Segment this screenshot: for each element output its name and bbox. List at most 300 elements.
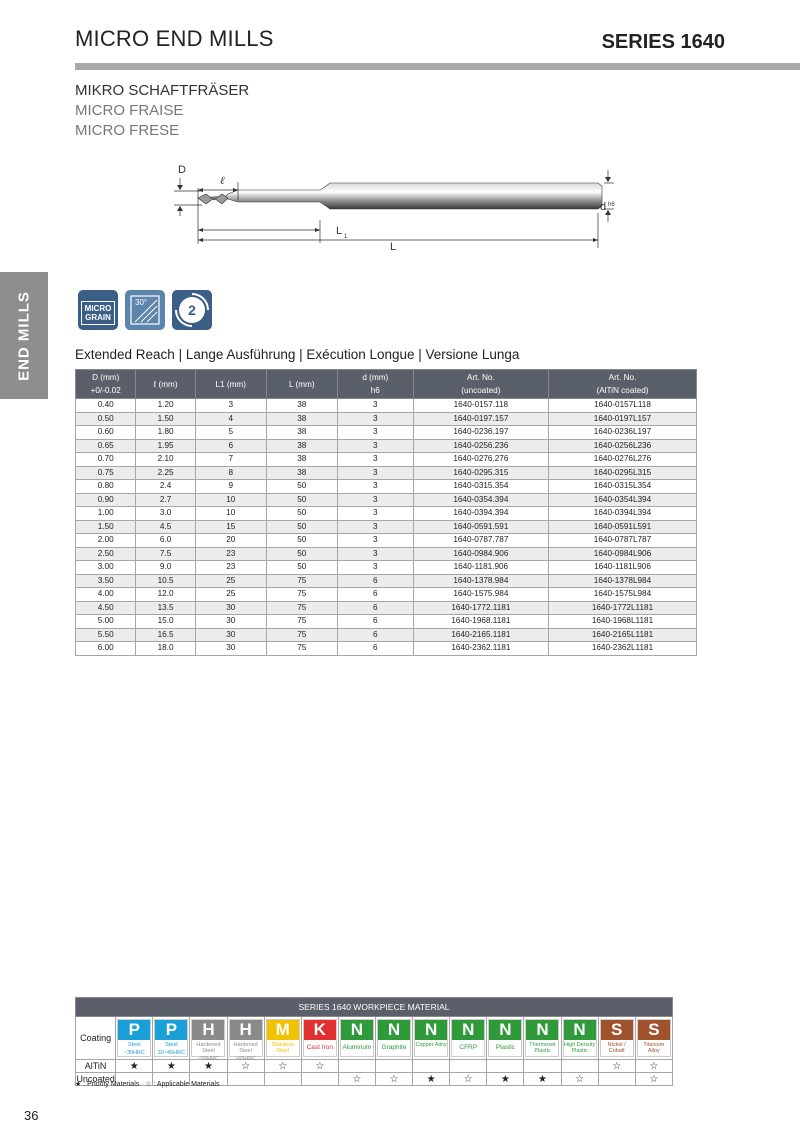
table-cell: 18.0 — [136, 642, 195, 656]
applicable-star-icon: ☆ — [227, 1060, 264, 1073]
priority-star-icon: ★ — [524, 1073, 561, 1086]
table-cell: 1640-1575L984 — [548, 588, 696, 602]
table-cell: 0.75 — [76, 466, 136, 480]
table-cell: 0.70 — [76, 453, 136, 467]
rating-cell — [264, 1073, 301, 1086]
material-cell — [338, 1017, 375, 1060]
column-header-line2: +0/-0.02 — [90, 386, 121, 395]
table-cell: 1640-0787.787 — [413, 534, 548, 548]
page-header-title: MICRO END MILLS — [75, 26, 274, 51]
coating-label: Coating — [76, 1017, 116, 1060]
material-name: Steel — [165, 1042, 178, 1048]
table-cell: 30 — [195, 615, 266, 629]
table-cell: 6.0 — [136, 534, 195, 548]
material-name: Steel — [127, 1042, 141, 1048]
table-cell: 75 — [266, 574, 337, 588]
specs-header-row — [76, 370, 697, 399]
table-cell: 6 — [337, 574, 413, 588]
applicable-star-icon: ☆ — [375, 1073, 412, 1086]
helix-angle-icon — [125, 290, 165, 330]
table-cell: 4.5 — [136, 520, 195, 534]
table-cell: 1640-0276.276 — [413, 453, 548, 467]
table-row — [76, 628, 697, 642]
table-cell: 4 — [195, 412, 266, 426]
column-header — [76, 370, 136, 399]
table-cell: 75 — [266, 642, 337, 656]
rating-cell — [413, 1060, 450, 1073]
material-letter: N — [378, 1020, 410, 1040]
table-cell: 6 — [337, 588, 413, 602]
table-cell: 3 — [337, 534, 413, 548]
table-cell: 2.00 — [76, 534, 136, 548]
table-cell: 1640-0256.236 — [413, 439, 548, 453]
table-cell: 6.00 — [76, 642, 136, 656]
material-name: Titanium Alloy — [643, 1042, 665, 1054]
applicable-star-icon: ☆ — [561, 1073, 598, 1086]
series-label: SERIES 1640 — [601, 31, 725, 53]
table-cell: 15 — [195, 520, 266, 534]
table-cell: 3 — [337, 493, 413, 507]
table-row — [76, 507, 697, 521]
table-cell: 3 — [337, 453, 413, 467]
material-name: Thermoset Plastic — [529, 1042, 556, 1054]
table-cell: 2.4 — [136, 480, 195, 494]
table-cell: 1640-0295L315 — [548, 466, 696, 480]
table-cell: 0.80 — [76, 480, 136, 494]
table-cell: 3 — [337, 561, 413, 575]
material-cell — [375, 1017, 412, 1060]
material-badge — [488, 1019, 522, 1057]
priority-star-icon: ★ — [75, 1081, 82, 1088]
micro-grain-label: MICRO GRAIN — [81, 301, 115, 325]
material-cell — [598, 1017, 635, 1060]
rating-row-label: AlTiN — [76, 1060, 116, 1073]
table-row — [76, 547, 697, 561]
subtitle-italian: MICRO FRESE — [75, 122, 180, 139]
material-badge — [451, 1019, 485, 1057]
material-letter: N — [452, 1020, 484, 1040]
table-cell: 1640-0984.906 — [413, 547, 548, 561]
label-L: L — [390, 241, 397, 253]
table-cell: 1640-0984L906 — [548, 547, 696, 561]
table-row — [76, 439, 697, 453]
table-cell: 1640-0295.315 — [413, 466, 548, 480]
material-name: Plastic — [495, 1044, 515, 1051]
material-badge — [303, 1019, 337, 1057]
table-cell: 1640-0591L591 — [548, 520, 696, 534]
material-cell — [227, 1017, 264, 1060]
table-row — [76, 601, 697, 615]
material-badge — [377, 1019, 411, 1057]
column-header — [195, 370, 266, 399]
rating-cell — [561, 1060, 598, 1073]
table-cell: 1640-0354.394 — [413, 493, 548, 507]
column-header-line1: ℓ (mm) — [153, 379, 178, 389]
table-cell: 1640-0394L394 — [548, 507, 696, 521]
table-cell: 3.00 — [76, 561, 136, 575]
material-badge — [637, 1019, 671, 1057]
subtitles — [75, 81, 249, 141]
flute-count-icon — [172, 290, 212, 330]
table-cell: 3 — [337, 399, 413, 413]
table-cell: 1.80 — [136, 426, 195, 440]
table-cell: 50 — [266, 507, 337, 521]
table-cell: 10 — [195, 507, 266, 521]
page-number: 36 — [24, 1108, 39, 1123]
table-cell: 3 — [337, 547, 413, 561]
table-cell: 23 — [195, 561, 266, 575]
table-cell: 3 — [337, 466, 413, 480]
priority-star-icon: ★ — [116, 1060, 153, 1073]
table-cell: 1640-0236L197 — [548, 426, 696, 440]
table-cell: 6 — [337, 615, 413, 629]
table-cell: 2.7 — [136, 493, 195, 507]
table-cell: 0.40 — [76, 399, 136, 413]
column-header-line2: h6 — [370, 386, 380, 395]
material-badge — [563, 1019, 597, 1057]
table-row — [76, 412, 697, 426]
table-cell: 1640-0236.197 — [413, 426, 548, 440]
table-cell: 2.10 — [136, 453, 195, 467]
table-cell: 1640-2362L1181 — [548, 642, 696, 656]
column-header-line1: Art. No. — [608, 373, 637, 382]
material-condition: 30~45HRC — [157, 1050, 186, 1056]
specs-table-body — [76, 399, 697, 656]
table-cell: 1640-1968L1181 — [548, 615, 696, 629]
table-cell: 1640-1378L984 — [548, 574, 696, 588]
material-condition: ~30HRC — [123, 1050, 145, 1056]
material-cell — [450, 1017, 487, 1060]
material-cell — [190, 1017, 227, 1060]
rating-cell — [301, 1073, 338, 1086]
table-row — [76, 520, 697, 534]
rating-cell — [487, 1060, 524, 1073]
table-row — [76, 534, 697, 548]
table-cell: 38 — [266, 466, 337, 480]
table-cell: 3 — [195, 399, 266, 413]
applicable-star-icon: ☆ — [450, 1073, 487, 1086]
column-header — [413, 370, 548, 399]
section-title: Extended Reach | Lange Ausführung | Exécution Longue | Versione Lunga — [75, 347, 520, 362]
table-cell: 50 — [266, 547, 337, 561]
material-name: Stainless Steel — [271, 1042, 294, 1054]
specs-table — [75, 369, 697, 656]
table-cell: 38 — [266, 412, 337, 426]
table-row — [76, 399, 697, 413]
table-cell: 4.50 — [76, 601, 136, 615]
material-badge — [600, 1019, 634, 1057]
column-header-line2: (AlTiN coated) — [596, 386, 649, 395]
material-name: Aluminum — [342, 1044, 372, 1051]
table-row — [76, 561, 697, 575]
material-name: Graphite — [381, 1044, 407, 1051]
column-header-line1: Art. No. — [466, 373, 495, 382]
material-icons-row — [76, 1017, 673, 1060]
table-cell: 23 — [195, 547, 266, 561]
table-cell: 1.50 — [76, 520, 136, 534]
table-cell: 1640-1575.984 — [413, 588, 548, 602]
table-cell: 1640-0256L236 — [548, 439, 696, 453]
label-d: d — [600, 201, 607, 213]
material-table-title: SERIES 1640 WORKPIECE MATERIAL — [76, 998, 673, 1017]
material-letter: S — [638, 1020, 670, 1040]
micro-grain-icon — [78, 290, 118, 330]
table-cell: 1640-0787L787 — [548, 534, 696, 548]
table-cell: 1640-2165.1181 — [413, 628, 548, 642]
table-cell: 5.00 — [76, 615, 136, 629]
table-cell: 50 — [266, 493, 337, 507]
material-letter: N — [415, 1020, 447, 1040]
table-cell: 1640-0394.394 — [413, 507, 548, 521]
priority-star-icon: ★ — [487, 1073, 524, 1086]
rating-cell — [524, 1060, 561, 1073]
material-condition: ~65HRC — [234, 1056, 257, 1062]
table-cell: 75 — [266, 615, 337, 629]
material-badge — [154, 1019, 188, 1057]
label-D: D — [178, 164, 186, 176]
material-badge — [266, 1019, 300, 1057]
table-cell: 38 — [266, 439, 337, 453]
header-rule — [75, 63, 800, 70]
material-letter: H — [192, 1020, 224, 1040]
material-letter: K — [304, 1020, 336, 1040]
table-cell: 13.5 — [136, 601, 195, 615]
table-cell: 9.0 — [136, 561, 195, 575]
material-condition: ~55HRC — [197, 1056, 220, 1062]
table-cell: 30 — [195, 642, 266, 656]
table-cell: 4.00 — [76, 588, 136, 602]
material-name: Cast Iron — [306, 1044, 333, 1051]
table-cell: 75 — [266, 601, 337, 615]
table-cell: 0.65 — [76, 439, 136, 453]
applicable-legend-text: : Applicable Materials — [153, 1081, 220, 1088]
end-mill-drawing — [168, 158, 628, 258]
material-letter: P — [155, 1020, 187, 1040]
table-cell: 1.95 — [136, 439, 195, 453]
table-row — [76, 426, 697, 440]
material-letter: N — [489, 1020, 521, 1040]
table-cell: 38 — [266, 399, 337, 413]
table-cell: 9 — [195, 480, 266, 494]
table-row — [76, 453, 697, 467]
table-cell: 2.50 — [76, 547, 136, 561]
applicable-star-icon: ☆ — [635, 1073, 672, 1086]
material-letter: N — [341, 1020, 373, 1040]
table-cell: 0.90 — [76, 493, 136, 507]
table-cell: 10 — [195, 493, 266, 507]
table-cell: 3 — [337, 520, 413, 534]
table-cell: 1640-0157L118 — [548, 399, 696, 413]
table-cell: 1640-2165L1181 — [548, 628, 696, 642]
legend — [75, 1080, 219, 1088]
column-header — [548, 370, 696, 399]
table-cell: 1640-1181L906 — [548, 561, 696, 575]
material-badge — [340, 1019, 374, 1057]
rating-cell — [598, 1073, 635, 1086]
material-name: Nickel / Cobalt — [607, 1042, 626, 1054]
priority-star-icon: ★ — [153, 1060, 190, 1073]
table-cell: 0.50 — [76, 412, 136, 426]
column-header-line2: (uncoated) — [461, 386, 501, 395]
table-cell: 50 — [266, 561, 337, 575]
material-name: Hardened Steel — [196, 1042, 221, 1054]
label-l: ℓ — [220, 175, 225, 187]
table-cell: 3 — [337, 507, 413, 521]
column-header-line1: D (mm) — [92, 373, 120, 382]
table-cell: 1640-0276L276 — [548, 453, 696, 467]
table-cell: 1640-0315.354 — [413, 480, 548, 494]
material-badge — [117, 1019, 151, 1057]
table-cell: 3 — [337, 480, 413, 494]
table-row — [76, 493, 697, 507]
table-row — [76, 642, 697, 656]
rating-cell — [338, 1060, 375, 1073]
column-header — [136, 370, 195, 399]
label-d-superscript: h6 — [608, 202, 615, 208]
applicable-star-icon: ☆ — [264, 1060, 301, 1073]
helix-angle-label: 30° — [135, 298, 148, 307]
material-cell — [153, 1017, 190, 1060]
material-cell — [301, 1017, 338, 1060]
table-cell: 16.5 — [136, 628, 195, 642]
table-cell: 2.25 — [136, 466, 195, 480]
table-cell: 1640-1772.1181 — [413, 601, 548, 615]
column-header-line1: d (mm) — [362, 373, 389, 382]
table-cell: 1640-0157.118 — [413, 399, 548, 413]
table-cell: 10.5 — [136, 574, 195, 588]
table-cell: 50 — [266, 480, 337, 494]
table-cell: 0.60 — [76, 426, 136, 440]
column-header — [266, 370, 337, 399]
column-header — [337, 370, 413, 399]
workpiece-material-table — [75, 997, 673, 1086]
table-row — [76, 615, 697, 629]
table-cell: 75 — [266, 588, 337, 602]
material-letter: H — [230, 1020, 262, 1040]
table-cell: 38 — [266, 453, 337, 467]
table-cell: 30 — [195, 628, 266, 642]
side-tab-label: END MILLS — [15, 290, 33, 381]
table-cell: 12.0 — [136, 588, 195, 602]
table-cell: 50 — [266, 520, 337, 534]
material-badge — [229, 1019, 263, 1062]
material-badge — [525, 1019, 559, 1057]
table-cell: 50 — [266, 534, 337, 548]
table-cell: 5.50 — [76, 628, 136, 642]
table-cell: 6 — [195, 439, 266, 453]
material-letter: S — [601, 1020, 633, 1040]
table-cell: 15.0 — [136, 615, 195, 629]
table-cell: 25 — [195, 588, 266, 602]
table-cell: 1640-2362.1181 — [413, 642, 548, 656]
priority-legend-text: : Priority Materials — [83, 1081, 140, 1088]
material-cell — [524, 1017, 561, 1060]
material-letter: N — [526, 1020, 558, 1040]
table-cell: 1.50 — [136, 412, 195, 426]
table-cell: 3 — [337, 439, 413, 453]
table-cell: 1640-1181.906 — [413, 561, 548, 575]
table-row — [76, 480, 697, 494]
table-cell: 3.50 — [76, 574, 136, 588]
material-badge — [191, 1019, 225, 1062]
side-tab — [0, 272, 48, 399]
table-cell: 38 — [266, 426, 337, 440]
table-cell: 1640-0197.157 — [413, 412, 548, 426]
table-cell: 1640-0315L354 — [548, 480, 696, 494]
table-cell: 6 — [337, 628, 413, 642]
rating-row-label: Uncoated — [76, 1073, 115, 1084]
priority-star-icon: ★ — [190, 1060, 227, 1073]
material-cell — [413, 1017, 450, 1060]
material-cell — [116, 1017, 153, 1060]
applicable-star-icon: ☆ — [635, 1060, 672, 1073]
applicable-star-icon: ☆ — [145, 1081, 152, 1088]
column-header-line1: L (mm) — [288, 379, 315, 389]
label-L1: L — [336, 225, 343, 237]
applicable-star-icon: ☆ — [338, 1073, 375, 1086]
table-cell: 30 — [195, 601, 266, 615]
column-header-line1: L1 (mm) — [215, 379, 246, 389]
table-row — [76, 588, 697, 602]
material-name: CFRP — [459, 1044, 478, 1051]
table-cell: 8 — [195, 466, 266, 480]
priority-star-icon: ★ — [413, 1073, 450, 1086]
applicable-star-icon: ☆ — [598, 1060, 635, 1073]
material-name: Hardened Steel — [233, 1042, 258, 1054]
rating-cell — [375, 1060, 412, 1073]
table-cell: 1.00 — [76, 507, 136, 521]
table-cell: 7 — [195, 453, 266, 467]
table-cell: 3 — [337, 412, 413, 426]
table-row — [76, 574, 697, 588]
table-cell: 25 — [195, 574, 266, 588]
material-name: High Density Plastic — [563, 1042, 596, 1054]
material-letter: N — [564, 1020, 596, 1040]
table-cell: 6 — [337, 642, 413, 656]
table-cell: 3 — [337, 426, 413, 440]
table-cell: 20 — [195, 534, 266, 548]
label-L1-subscript: 1 — [344, 234, 348, 240]
flute-count-label: 2 — [188, 302, 196, 318]
table-cell: 75 — [266, 628, 337, 642]
table-cell: 6 — [337, 601, 413, 615]
table-cell: 1640-0197L157 — [548, 412, 696, 426]
material-name: Copper Alloy — [415, 1042, 447, 1048]
material-cell — [561, 1017, 598, 1060]
material-cell — [487, 1017, 524, 1060]
table-row — [76, 466, 697, 480]
material-cell — [264, 1017, 301, 1060]
table-cell: 1640-0354L394 — [548, 493, 696, 507]
table-cell: 3.0 — [136, 507, 195, 521]
material-letter: P — [118, 1020, 150, 1040]
applicable-star-icon: ☆ — [301, 1060, 338, 1073]
material-badge — [414, 1019, 448, 1057]
table-cell: 1640-1968.1181 — [413, 615, 548, 629]
material-rating-row — [76, 1060, 673, 1073]
table-cell: 7.5 — [136, 547, 195, 561]
table-cell: 1640-1772L1181 — [548, 601, 696, 615]
rating-cell — [227, 1073, 264, 1086]
material-cell — [635, 1017, 672, 1060]
table-cell: 1640-1378.984 — [413, 574, 548, 588]
table-cell: 5 — [195, 426, 266, 440]
material-letter: M — [267, 1020, 299, 1040]
subtitle-french: MICRO FRAISE — [75, 102, 184, 119]
subtitle-german: MIKRO SCHAFTFRÄSER — [75, 82, 250, 99]
table-cell: 1.20 — [136, 399, 195, 413]
table-cell: 1640-0591.591 — [413, 520, 548, 534]
